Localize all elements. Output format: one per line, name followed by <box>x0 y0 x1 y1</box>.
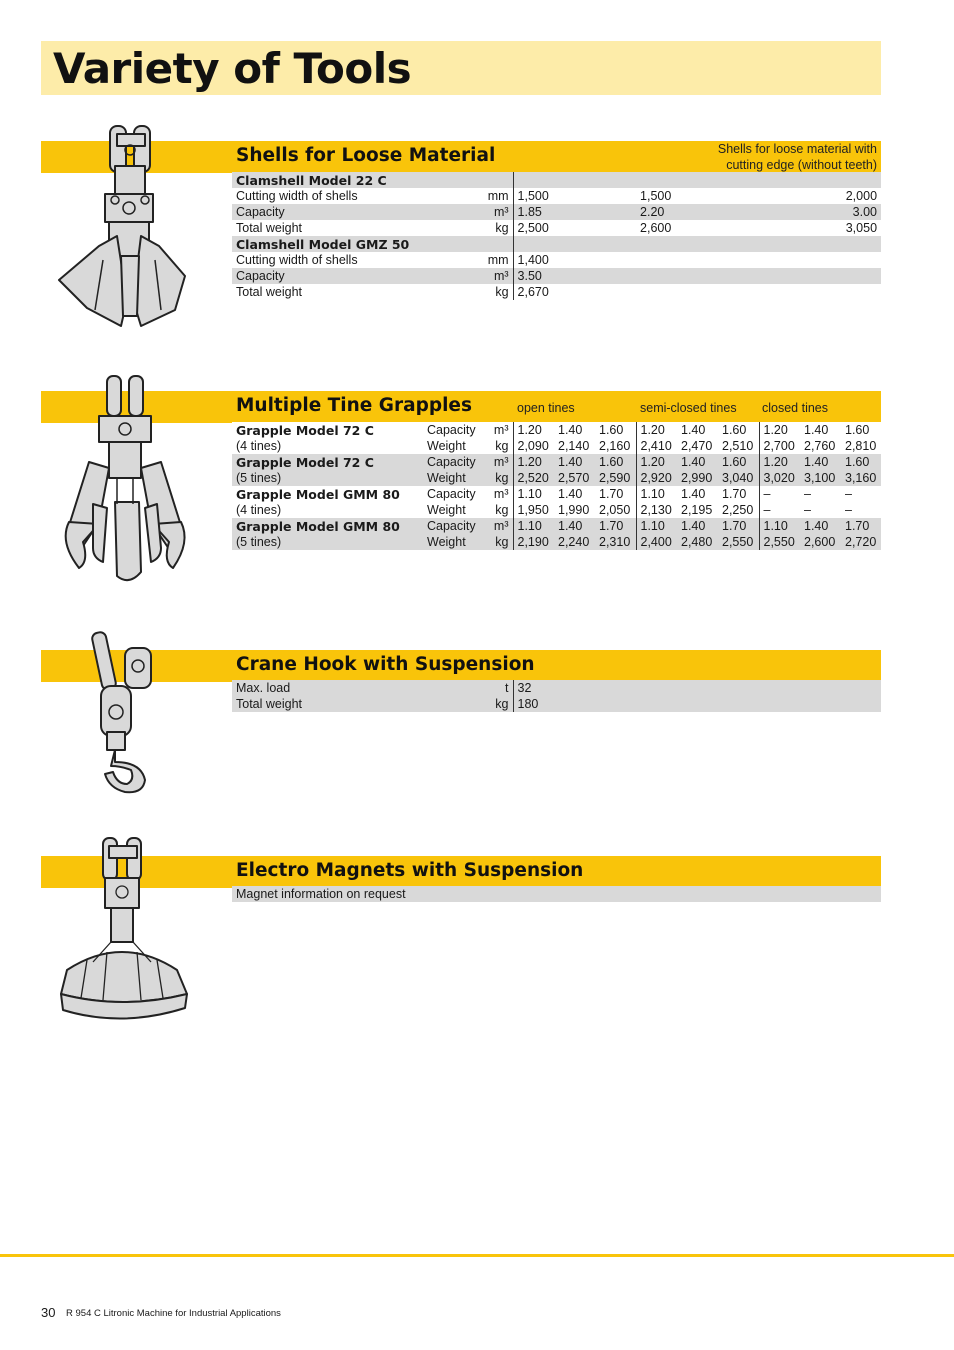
value-cell: 1.40 <box>554 518 595 534</box>
group-closed-label: closed tines <box>762 401 829 415</box>
value-cell: 1.10 <box>636 518 677 534</box>
value-cell: – <box>759 486 800 502</box>
unit-label: m³ <box>489 486 513 502</box>
value-cell: 2,470 <box>677 438 718 454</box>
value-cell: 3,020 <box>759 470 800 486</box>
unit-label: m³ <box>489 422 513 438</box>
value-cell: 2,810 <box>841 438 881 454</box>
table-row <box>232 534 881 550</box>
value-cell: 1,950 <box>513 502 554 518</box>
value-cell: 1.60 <box>841 422 881 438</box>
unit-label: kg <box>489 502 513 518</box>
value-cell: – <box>759 502 800 518</box>
unit-label: kg <box>489 470 513 486</box>
table-row <box>232 454 881 470</box>
value-cell: 2,920 <box>636 470 677 486</box>
value-cell: 3,040 <box>718 470 759 486</box>
electro-magnet-image <box>57 834 207 1044</box>
grapple-image <box>59 372 209 590</box>
value-cell: 1.20 <box>759 422 800 438</box>
value-cell: 1.40 <box>677 422 718 438</box>
param-label: Capacity <box>423 454 489 470</box>
value-cell: 1.20 <box>636 422 677 438</box>
section-title: Crane Hook with Suspension <box>236 654 535 675</box>
unit-label: kg <box>489 438 513 454</box>
value-cell: 1.40 <box>677 518 718 534</box>
value-cell: 3,160 <box>841 470 881 486</box>
section-crane-hook <box>41 628 881 798</box>
value-cell: 2,310 <box>595 534 636 550</box>
table-row <box>232 518 881 534</box>
note-line-2: cutting edge (without teeth) <box>726 158 877 172</box>
page-title: Variety of Tools <box>53 44 412 93</box>
value-cell: 2,050 <box>595 502 636 518</box>
section-grapples <box>41 370 881 590</box>
tine-count: (4 tines) <box>232 438 423 454</box>
table-row <box>232 502 881 518</box>
value-cell: 2,570 <box>554 470 595 486</box>
value-cell: 1.40 <box>800 518 841 534</box>
table-row: Total weight kg 2,670 <box>232 284 881 300</box>
value-cell: 2,510 <box>718 438 759 454</box>
value-cell: 2,090 <box>513 438 554 454</box>
value-cell: 1.60 <box>595 422 636 438</box>
section-title: Multiple Tine Grapples <box>236 395 472 416</box>
table-row: Total weight kg 2,500 2,600 3,050 <box>232 220 881 236</box>
value-cell: – <box>841 486 881 502</box>
value-cell: 1.40 <box>800 422 841 438</box>
model-name: Grapple Model 72 C <box>232 454 423 470</box>
group-open-label: open tines <box>517 401 575 415</box>
value-cell: 2,700 <box>759 438 800 454</box>
footer-text: R 954 C Litronic Machine for Industrial Applications <box>66 1308 281 1319</box>
value-cell: 1.40 <box>554 486 595 502</box>
table-row: Capacity m³ 3.50 <box>232 268 881 284</box>
unit-label: m³ <box>489 454 513 470</box>
value-cell: 1.70 <box>595 518 636 534</box>
value-cell: 1.40 <box>677 454 718 470</box>
value-cell: 2,520 <box>513 470 554 486</box>
value-cell: 2,250 <box>718 502 759 518</box>
value-cell: 2,190 <box>513 534 554 550</box>
table-row <box>232 486 881 502</box>
value-cell: 1.70 <box>718 486 759 502</box>
value-cell: 2,550 <box>718 534 759 550</box>
value-cell: 2,480 <box>677 534 718 550</box>
section-shells <box>41 120 881 310</box>
group-semi-label: semi-closed tines <box>640 401 737 415</box>
value-cell: 2,410 <box>636 438 677 454</box>
value-cell: 1.60 <box>841 454 881 470</box>
value-cell: – <box>800 502 841 518</box>
param-label: Capacity <box>423 486 489 502</box>
value-cell: 1.20 <box>636 454 677 470</box>
clamshell-image <box>57 120 207 330</box>
tine-count: (5 tines) <box>232 470 423 486</box>
table-row: Capacity m³ 1.85 2.20 3.00 <box>232 204 881 220</box>
section-title: Electro Magnets with Suspension <box>236 860 584 881</box>
table-row: Cutting width of shells mm 1,500 1,500 2,000 <box>232 188 881 204</box>
value-cell: – <box>800 486 841 502</box>
model-name: Grapple Model GMM 80 <box>232 518 423 534</box>
note-line-1: Shells for loose material with <box>717 142 877 156</box>
page-title-banner <box>41 41 881 95</box>
hook-table <box>232 680 881 712</box>
section-title: Shells for Loose Material <box>236 145 496 166</box>
shells-table <box>232 172 881 300</box>
value-cell: – <box>841 502 881 518</box>
table-row: Cutting width of shells mm 1,400 <box>232 252 881 268</box>
model-name: Grapple Model GMM 80 <box>232 486 423 502</box>
model-name: Clamshell Model GMZ 50 <box>232 236 513 252</box>
param-label: Weight <box>423 534 489 550</box>
value-cell: 2,240 <box>554 534 595 550</box>
table-row: Max. load t 32 <box>232 680 881 696</box>
value-cell: 1,990 <box>554 502 595 518</box>
value-cell: 1.10 <box>513 486 554 502</box>
value-cell: 1.40 <box>554 454 595 470</box>
table-row: Total weight kg 180 <box>232 696 881 712</box>
grapples-table <box>232 422 881 550</box>
value-cell: 1.10 <box>513 518 554 534</box>
table-row <box>232 470 881 486</box>
value-cell: 2,720 <box>841 534 881 550</box>
magnets-table <box>232 886 881 902</box>
footer-rule <box>0 1254 954 1257</box>
value-cell: 2,990 <box>677 470 718 486</box>
table-row <box>232 886 881 902</box>
table-row <box>232 438 881 454</box>
value-cell: 2,590 <box>595 470 636 486</box>
value-cell: 1.60 <box>718 422 759 438</box>
value-cell: 1.40 <box>677 486 718 502</box>
value-cell: 1.20 <box>513 454 554 470</box>
value-cell: 2,140 <box>554 438 595 454</box>
value-cell: 2,160 <box>595 438 636 454</box>
value-cell: 1.60 <box>718 454 759 470</box>
value-cell: 1.10 <box>636 486 677 502</box>
param-label: Weight <box>423 502 489 518</box>
value-cell: 2,195 <box>677 502 718 518</box>
tine-count: (4 tines) <box>232 502 423 518</box>
tine-count: (5 tines) <box>232 534 423 550</box>
section-electro-magnets <box>41 834 881 1044</box>
value-cell: 2,400 <box>636 534 677 550</box>
value-cell: 1.10 <box>759 518 800 534</box>
value-cell: 1.60 <box>595 454 636 470</box>
model-name: Grapple Model 72 C <box>232 422 423 438</box>
param-label: Capacity <box>423 518 489 534</box>
section-note <box>718 141 877 173</box>
param-label: Weight <box>423 470 489 486</box>
value-cell: 1.20 <box>513 422 554 438</box>
value-cell: 1.40 <box>554 422 595 438</box>
value-cell: 2,600 <box>800 534 841 550</box>
unit-label: kg <box>489 534 513 550</box>
page-number: 30 <box>41 1305 56 1320</box>
value-cell: 2,550 <box>759 534 800 550</box>
value-cell: 1.70 <box>841 518 881 534</box>
unit-label: m³ <box>489 518 513 534</box>
value-cell: 1.70 <box>595 486 636 502</box>
param-label: Capacity <box>423 422 489 438</box>
value-cell: 3,100 <box>800 470 841 486</box>
value-cell: 1.20 <box>759 454 800 470</box>
value-cell: 2,760 <box>800 438 841 454</box>
model-name: Clamshell Model 22 C <box>232 172 513 188</box>
value-cell: 1.40 <box>800 454 841 470</box>
value-cell: 2,130 <box>636 502 677 518</box>
param-label: Weight <box>423 438 489 454</box>
magnet-info: Magnet information on request <box>232 886 881 902</box>
crane-hook-image <box>91 628 171 796</box>
table-row <box>232 422 881 438</box>
value-cell: 1.70 <box>718 518 759 534</box>
